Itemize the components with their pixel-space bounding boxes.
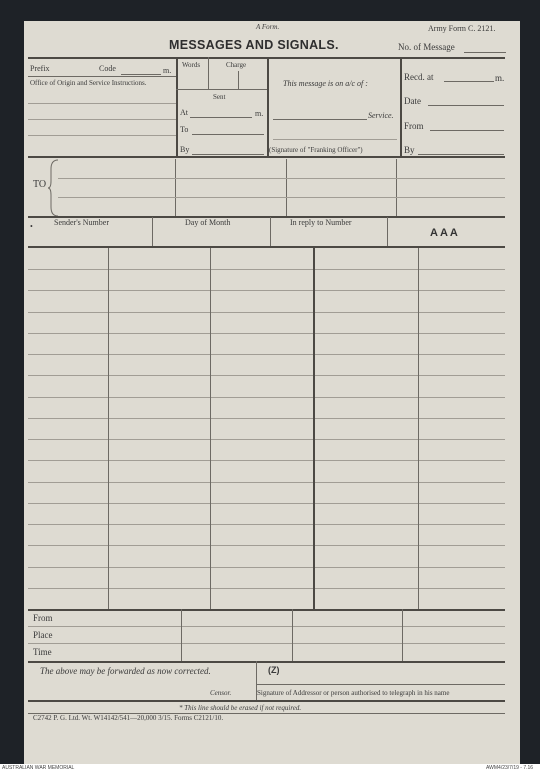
bottom-block-top-rule [28, 609, 505, 611]
office-of-origin-label: Office of Origin and Service Instructions. [30, 79, 147, 87]
censor-label: Censor. [210, 689, 232, 697]
recd-at-label: Recd. at [404, 72, 434, 82]
bottom-time-label: Time [33, 647, 52, 657]
bottom-divider-3 [402, 609, 403, 661]
signature-bottom-rule [28, 700, 505, 702]
grid-row-line [28, 482, 505, 483]
grid-row-line [28, 439, 505, 440]
ref-divider-1 [152, 217, 153, 246]
archive-left-label: AUSTRALIAN WAR MEMORIAL [2, 765, 75, 771]
to-line-1 [58, 178, 505, 179]
forwarded-note: The above may be forwarded as now corrected. [40, 666, 211, 676]
service-line [273, 119, 367, 120]
ref-divider-2 [270, 217, 271, 246]
grid-row-line [28, 269, 505, 270]
message-on-ac-label: This message is on a/c of : [283, 79, 368, 88]
no-of-message-line [464, 52, 506, 53]
message-form-sheet [24, 21, 520, 764]
bottom-block-bottom-rule [28, 661, 505, 663]
grid-row-line [28, 312, 505, 313]
recd-by-line [418, 154, 504, 155]
grid-row-line [28, 588, 505, 589]
sent-to-line [192, 134, 264, 135]
top-divider-3 [400, 57, 402, 157]
sent-at-line [190, 117, 252, 118]
code-m-label: m. [163, 66, 172, 75]
words-charge-divider [208, 57, 209, 89]
top-divider-2 [267, 57, 269, 157]
service-label: Service. [368, 111, 394, 120]
grid-row-line [28, 503, 505, 504]
grid-row-line [28, 460, 505, 461]
to-col-divider-3 [396, 159, 397, 217]
recd-date-line [428, 105, 504, 106]
army-form-number: Army Form C. 2121. [428, 24, 496, 33]
bullet-mark: • [30, 222, 33, 231]
sent-at-m-label: m. [255, 109, 264, 118]
origin-line-3 [28, 135, 176, 136]
prefix-row-rule [28, 76, 176, 77]
bottom-divider-1 [181, 609, 182, 661]
grid-col-line [313, 248, 315, 609]
code-label: Code [99, 64, 116, 73]
recd-m-label: m. [495, 73, 505, 83]
bottom-place-label: Place [33, 630, 53, 640]
grid-row-line [28, 418, 505, 419]
sent-to-label: To [180, 125, 189, 134]
signature-addressor-label: Signature of Addressor or person authorised to telegraph in his name [257, 689, 450, 697]
aaa-label: AAA [430, 227, 460, 239]
sent-by-label: By [180, 145, 190, 154]
to-col-divider-2 [286, 159, 287, 217]
archive-right-label: AWM4/23/7/19 - 7.16 [486, 765, 534, 771]
grid-col-line [418, 248, 419, 609]
day-of-month-label: Day of Month [185, 218, 231, 227]
z-marker: (Z) [268, 665, 280, 675]
erase-note: * This line should be erased if not required. [179, 704, 302, 712]
message-body-grid [28, 248, 505, 609]
senders-number-label: Sender's Number [54, 218, 109, 227]
grid-col-line [108, 248, 109, 609]
ref-divider-3 [387, 217, 388, 246]
to-label: TO [33, 179, 47, 190]
charge-label: Charge [226, 61, 247, 69]
recd-date-label: Date [404, 96, 421, 106]
recd-from-label: From [404, 121, 424, 131]
grid-row-line [28, 354, 505, 355]
origin-line-1 [28, 103, 176, 104]
print-line: C2742 P. G. Ltd. Wt. W14142/541—20,000 3/15. Forms C2121/10. [33, 714, 224, 722]
form-title: MESSAGES AND SIGNALS. [169, 38, 339, 52]
grid-row-line [28, 545, 505, 546]
bottom-line-1 [28, 626, 505, 627]
to-brace [48, 159, 60, 217]
grid-row-line [28, 375, 505, 376]
recd-from-line [430, 130, 504, 131]
sent-label: Sent [213, 93, 226, 101]
top-divider-1 [176, 57, 178, 157]
words-label: Words [182, 61, 201, 69]
charge-subdivider [238, 71, 239, 89]
words-row-rule [176, 89, 267, 90]
in-reply-to-label: In reply to Number [290, 218, 352, 227]
archive-strip [0, 764, 540, 773]
origin-line-2 [28, 119, 176, 120]
grid-row-line [28, 524, 505, 525]
bottom-line-2 [28, 643, 505, 644]
grid-row-line [28, 333, 505, 334]
bottom-from-label: From [33, 613, 53, 623]
form-top-fragment: A Form. [256, 23, 280, 31]
to-col-divider-1 [175, 159, 176, 217]
signature-line [256, 684, 505, 685]
sent-at-label: At [180, 108, 188, 117]
franking-line [273, 139, 397, 140]
recd-at-line [444, 81, 494, 82]
grid-row-line [28, 290, 505, 291]
sent-by-line [192, 154, 264, 155]
franking-signature-label: (Signature of "Franking Officer") [269, 146, 363, 154]
code-line [121, 74, 161, 75]
grid-row-line [28, 567, 505, 568]
prefix-label: Prefix [30, 64, 50, 73]
grid-row-line [28, 397, 505, 398]
bottom-divider-2 [292, 609, 293, 661]
grid-col-line [210, 248, 211, 609]
to-line-2 [58, 197, 505, 198]
recd-by-label: By [404, 145, 415, 155]
no-of-message-label: No. of Message [398, 42, 455, 52]
